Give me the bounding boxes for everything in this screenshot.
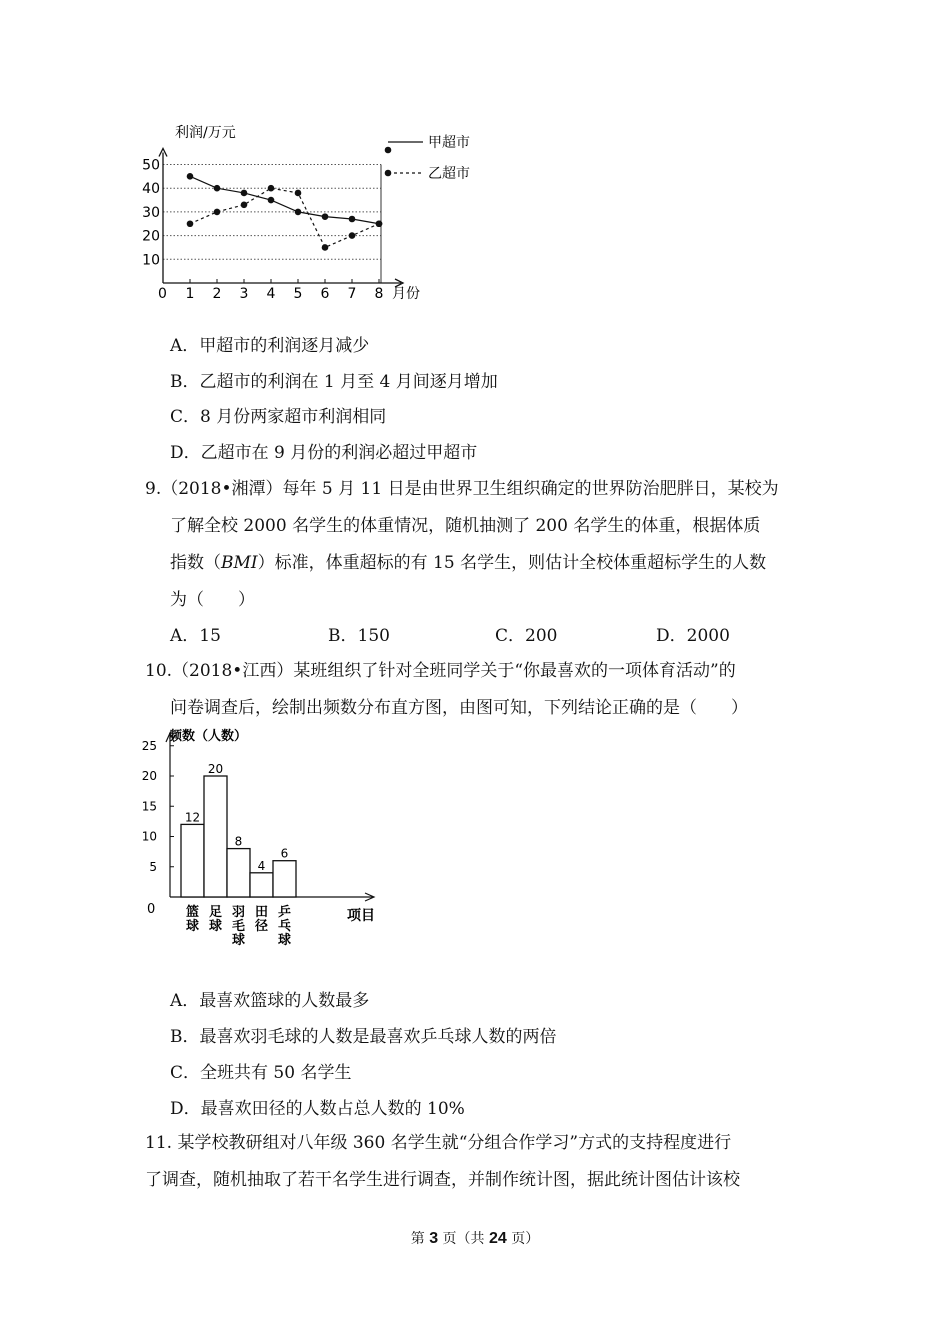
jia-data-point <box>268 197 275 204</box>
option-letter: A． <box>170 336 200 356</box>
bar-data-label: 12 <box>184 810 201 825</box>
yi-data-point <box>376 220 383 227</box>
legend-marker <box>385 147 392 154</box>
jia-data-point <box>349 216 356 223</box>
line-chart-origin: 0 <box>158 286 167 302</box>
y-tick-label: 10 <box>142 252 160 269</box>
category-label-char: 乒 <box>277 905 292 920</box>
page-number: 3 <box>429 1230 439 1247</box>
category-label-char: 球 <box>185 919 200 934</box>
y-tick-label: 20 <box>141 769 157 783</box>
y-tick-label: 15 <box>141 799 157 814</box>
q11-line-2: 了调查，随机抽取了若干名学生进行调查，并制作统计图，据此统计图估计该校 <box>145 1170 740 1190</box>
category-label-char: 足 <box>208 905 223 920</box>
y-tick-label: 10 <box>141 829 157 844</box>
option-letter: B． <box>170 372 200 392</box>
q10-option-d: D．最喜欢田径的人数占总人数的 10% <box>170 1099 465 1119</box>
sports-histogram <box>135 722 395 962</box>
yi-data-point <box>241 201 248 208</box>
bar-chart-xlabel: 项目 <box>347 908 375 924</box>
jia-data-point <box>295 209 302 216</box>
yi-data-point <box>268 185 275 192</box>
x-tick-label: 5 <box>293 286 303 302</box>
x-tick-label: 6 <box>320 286 330 302</box>
category-label-char: 球 <box>231 933 246 948</box>
q10-option-c: C．全班共有 50 名学生 <box>170 1063 352 1083</box>
category-label-char: 乓 <box>277 919 292 934</box>
yi-data-point <box>187 220 194 227</box>
option-text: 乙超市的利润在 1 月至 4 月间逐月增加 <box>199 372 498 392</box>
yi-data-point <box>214 209 221 216</box>
q8-option-b <box>170 370 498 394</box>
q9-option-d: D．2000 <box>656 626 730 646</box>
legend-label: 甲超市 <box>428 135 470 151</box>
profit-line-chart <box>130 115 500 310</box>
q9-line-1: 9.（2018•湘潭）每年 5 月 11 日是由世界卫生组织确定的世界防治肥胖日，某校为 <box>145 479 779 499</box>
yi-data-point <box>349 232 356 239</box>
histogram-bar <box>227 849 250 897</box>
histogram-bar <box>250 873 273 897</box>
q11-line-1: 11. 某学校教研组对八年级 360 名学生就“分组合作学习”方式的支持程度进行 <box>145 1133 732 1153</box>
q9-line-3: 指数（BMI）标准，体重超标的有 15 名学生，则估计全校体重超标学生的人数 <box>170 553 767 573</box>
y-tick-label: 25 <box>141 738 157 753</box>
jia-data-point <box>322 213 329 220</box>
q9-line-2: 了解全校 2000 名学生的体重情况，随机抽测了 200 名学生的体重，根据体质 <box>170 516 761 536</box>
x-tick-label: 7 <box>347 286 357 302</box>
y-tick-label: 30 <box>142 204 160 221</box>
bar-data-label: 6 <box>280 846 289 861</box>
x-tick-label: 3 <box>239 286 249 302</box>
histogram-bar <box>273 861 296 897</box>
category-label-char: 径 <box>254 919 269 934</box>
bar-data-label: 20 <box>207 762 224 776</box>
category-label-char: 田 <box>254 905 269 920</box>
y-tick-label: 50 <box>142 157 160 174</box>
bar-chart-ylabel: 频数（人数） <box>169 729 248 744</box>
page-total: 24 <box>489 1230 507 1247</box>
page-footer: 第 3 页（共 24 页） <box>410 1230 540 1247</box>
option-text: 甲超市的利润逐月减少 <box>199 336 370 356</box>
option-letter: C． <box>170 407 201 427</box>
option-text: 8 月份两家超市利润相同 <box>200 407 387 427</box>
category-label-char: 球 <box>208 919 223 934</box>
jia-data-point <box>241 190 248 197</box>
x-tick-label: 1 <box>185 286 195 302</box>
option-text: 乙超市在 9 月份的利润必超过甲超市 <box>200 443 478 463</box>
q10-line-2: 问卷调查后，绘制出频数分布直方图，由图可知，下列结论正确的是（ ） <box>170 698 748 718</box>
y-tick-label: 20 <box>142 228 160 245</box>
jia-data-point <box>187 173 194 180</box>
yi-data-point <box>322 244 329 251</box>
q10-option-b: B．最喜欢羽毛球的人数是最喜欢乒乓球人数的两倍 <box>170 1027 557 1047</box>
x-tick-label: 4 <box>266 286 276 302</box>
option-letter: D． <box>170 443 201 463</box>
y-tick-label: 40 <box>142 181 160 198</box>
legend-label: 乙超市 <box>428 166 470 182</box>
category-label-char: 羽 <box>231 905 246 920</box>
q8-option-d <box>170 441 477 465</box>
q10-option-a: A．最喜欢篮球的人数最多 <box>170 991 370 1011</box>
bar-data-label: 4 <box>257 858 266 873</box>
bar-chart-origin: 0 <box>147 902 156 917</box>
q8-option-c <box>170 405 386 429</box>
category-label-char: 球 <box>277 933 292 948</box>
category-label-char: 毛 <box>231 919 246 934</box>
category-label-char: 篮 <box>185 905 200 920</box>
yi-data-point <box>295 190 302 197</box>
q9-option-a: A．15 <box>170 626 221 646</box>
jia-data-point <box>214 185 221 192</box>
histogram-bar <box>181 824 204 897</box>
x-tick-label: 2 <box>212 286 222 302</box>
line-chart-xlabel: 月份 <box>392 286 420 302</box>
bar-data-label: 8 <box>234 834 243 849</box>
q9-option-c: C．200 <box>495 626 558 646</box>
q10-line-1: 10.（2018•江西）某班组织了针对全班同学关于“你最喜欢的一项体育活动”的 <box>145 661 736 681</box>
bmi-term: BMI <box>221 553 258 573</box>
q9-line-4: 为（ ） <box>170 590 255 610</box>
x-tick-label: 8 <box>374 286 384 302</box>
line-chart-ylabel: 利润/万元 <box>175 125 236 141</box>
q9-option-b: B．150 <box>328 626 390 646</box>
y-tick-label: 5 <box>149 859 157 874</box>
q8-option-a <box>170 334 369 358</box>
legend-marker <box>385 170 392 177</box>
histogram-bar <box>204 776 227 897</box>
